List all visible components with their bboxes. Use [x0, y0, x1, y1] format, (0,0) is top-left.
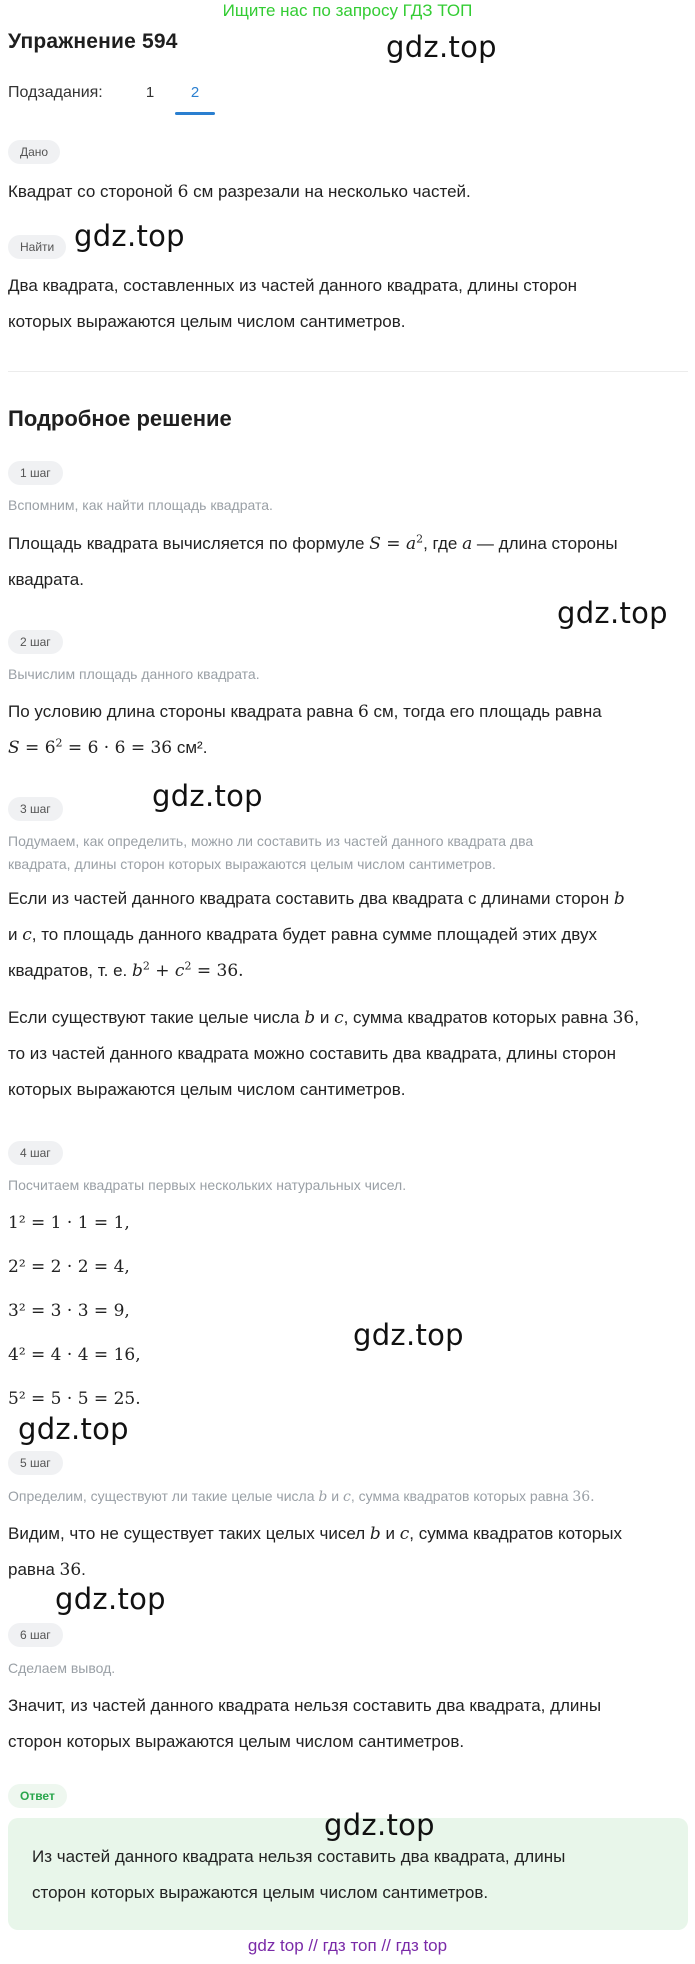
step-4-row-5: 5² = 5 · 5 = 25. — [8, 1389, 141, 1409]
step-2-chip: 2 шаг — [8, 630, 63, 654]
find-text-line2: которых выражаются целым числом сантиметров. — [8, 312, 406, 331]
step-2-line1: По условию длина стороны квадрата равна 6 см, тогда его площадь равна — [8, 702, 602, 722]
answer-line2: сторон которых выражаются целым числом сантиметров. — [32, 1883, 489, 1902]
section-divider — [8, 371, 688, 372]
step-4-row-2: 2² = 2 · 2 = 4, — [8, 1257, 130, 1277]
step-6-hint: Сделаем вывод. — [8, 1660, 116, 1676]
step-3-p2-line3: которых выражаются целым числом сантиметров. — [8, 1080, 406, 1099]
subtasks-label: Подзадания: — [8, 84, 103, 101]
subtask-tab-2[interactable]: 2 — [190, 84, 200, 101]
step-2-line2: $S = 6^2 = 6 \cdot 6 = 36$ см². — [8, 736, 208, 758]
step-3-p1-line1: Если из частей данного квадрата составить два квадрата с длинами сторон b — [8, 889, 625, 909]
step-1-chip: 1 шаг — [8, 461, 63, 485]
step-4-row-1: 1² = 1 · 1 = 1, — [8, 1213, 130, 1233]
answer-chip: Ответ — [8, 1784, 67, 1808]
find-chip: Найти — [8, 235, 66, 259]
step-6-chip: 6 шаг — [8, 1623, 63, 1647]
given-chip: Дано — [8, 140, 60, 164]
page-title: Упражнение 594 — [8, 30, 178, 53]
step-4-row-4: 4² = 4 · 4 = 16, — [8, 1345, 141, 1365]
watermark: gdz.top — [18, 1412, 129, 1446]
step-4-hint: Посчитаем квадраты первых нескольких натуральных чисел. — [8, 1177, 407, 1193]
search-banner[interactable]: Ищите нас по запросу ГДЗ ТОП — [222, 1, 473, 20]
watermark: gdz.top — [55, 1582, 166, 1616]
footer-links[interactable]: gdz top // гдз топ // гдз top — [247, 1936, 448, 1955]
subtask-tab-1[interactable]: 1 — [145, 84, 155, 101]
step-1-line2: квадрата. — [8, 570, 84, 589]
step-3-hint-line2: квадрата, длины сторон которых выражаются целым числом сантиметров. — [8, 856, 496, 872]
solution-heading: Подробное решение — [8, 406, 232, 431]
step-1-line1: Площадь квадрата вычисляется по формуле $S = a^2$, где a — длина стороны — [8, 532, 618, 554]
watermark: gdz.top — [324, 1808, 435, 1842]
watermark: gdz.top — [353, 1318, 464, 1352]
step-5-hint: Определим, существуют ли такие целые числа b и c, сумма квадратов которых равна 36. — [8, 1488, 595, 1505]
step-4-row-3: 3² = 3 · 3 = 9, — [8, 1301, 130, 1321]
step-3-p1-line2: и c, то площадь данного квадрата будет равна сумме площадей этих двух — [8, 925, 597, 945]
answer-line1: Из частей данного квадрата нельзя составить два квадрата, длины — [32, 1847, 566, 1866]
watermark: gdz.top — [74, 219, 185, 253]
step-5-line2: равна 36. — [8, 1560, 86, 1580]
step-3-p1-line3: квадратов, т. е. $b^2 + c^2 = 36$. — [8, 959, 244, 981]
step-2-hint: Вычислим площадь данного квадрата. — [8, 666, 260, 682]
step-3-hint-line1: Подумаем, как определить, можно ли составить из частей данного квадрата два — [8, 833, 534, 849]
step-3-chip: 3 шаг — [8, 797, 63, 821]
step-6-line1: Значит, из частей данного квадрата нельзя составить два квадрата, длины — [8, 1696, 602, 1715]
step-1-hint: Вспомним, как найти площадь квадрата. — [8, 497, 273, 513]
watermark: gdz.top — [152, 779, 263, 813]
step-5-chip: 5 шаг — [8, 1451, 63, 1475]
watermark: gdz.top — [386, 30, 497, 64]
step-6-line2: сторон которых выражаются целым числом сантиметров. — [8, 1732, 465, 1751]
step-3-p2-line2: то из частей данного квадрата можно составить два квадрата, длины сторон — [8, 1044, 617, 1063]
step-4-chip: 4 шаг — [8, 1141, 63, 1165]
active-tab-indicator — [175, 112, 215, 115]
watermark: gdz.top — [557, 596, 668, 630]
step-3-p2-line1: Если существуют такие целые числа b и c, сумма квадратов которых равна 36, — [8, 1008, 639, 1028]
step-5-line1: Видим, что не существует таких целых чисел b и c, сумма квадратов которых — [8, 1524, 622, 1544]
given-text: Квадрат со стороной 6 см разрезали на несколько частей. — [8, 182, 471, 202]
find-text-line1: Два квадрата, составленных из частей данного квадрата, длины сторон — [8, 276, 578, 295]
